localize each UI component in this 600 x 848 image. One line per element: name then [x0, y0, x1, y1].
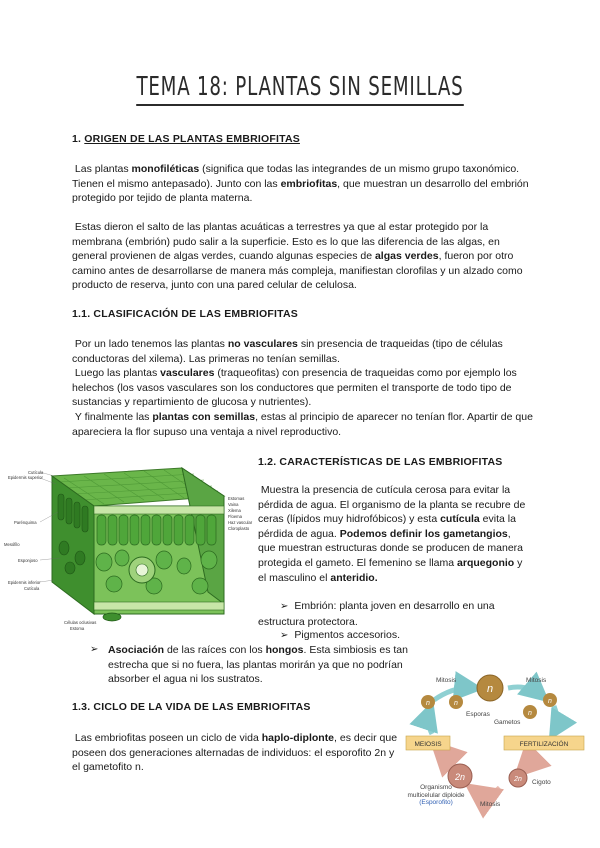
leaf-label-xilema: Xilema: [228, 508, 241, 513]
section-1-2-paragraph: Muestra la presencia de cutícula cerosa para evitar la pérdida de agua. El organismo de la planta se recubre de ceras (lípidos muy hidrofóbicos) y esta cutícula evita la pérdida de agua. Podemos definir los gametangios, que muestran estructuras donde se producen de manera protegida el gameto. El femenino se llama arquegonio y el masculino el anteridio.: [258, 484, 526, 584]
gamete-n-right-2: n: [528, 710, 532, 717]
bullet-pigmentos: ➢ Pigmentos accesorios.: [280, 629, 401, 641]
esporofito-label: (Esporofito): [419, 799, 453, 806]
leaf-cross-section-figure: [4, 462, 256, 632]
leaf-label-floema: Floema: [228, 514, 242, 519]
section-1-heading: 1. ORIGEN DE LAS PLANTAS EMBRIOFITAS: [72, 133, 300, 145]
arrow-bullet-icon: ➢: [280, 601, 289, 612]
fertilizacion-box-label: FERTILIZACIÓN: [519, 741, 569, 748]
leaf-label-vaina: Vaina: [228, 502, 239, 507]
mitosis-bottom-label: Mitosis: [480, 801, 501, 808]
leaf-label-haz-vascular: Haz vascular: [228, 520, 253, 525]
section-1-paragraph-2: Estas dieron el salto de las plantas acuáticas a terrestres ya que al estar protegido por la membrana (embrión) pudo salir a la superficie. Esto es lo que las diferencia de las algas, en general provienen de algas verdes, cuando algunas especies de algas verdes, fueron por otro camino antes de desarrollarse de manera más compleja, manifiestan clorofilas y un alzado como producto de reserva, junto con una pared celular de celulosa.: [72, 221, 523, 292]
leaf-label-celulas-oclusivas: Células oclusivas: [64, 620, 97, 625]
section-1-paragraph-1: Las plantas monofiléticas (significa que todas las integrandes de un mismo grupo taxonómico. Tienen el mismo antepasado). Junto con las embriofitas, que muestran un desarrollo del embrión protegido por tejido de planta materna.: [72, 163, 529, 205]
page-title: TEMA 18: PLANTAS SIN SEMILLAS: [66, 72, 534, 106]
arrow-bullet-icon: ➢: [280, 630, 289, 641]
leaf-label-esponjoso: Esponjoso: [18, 558, 38, 563]
section-1-3-paragraph: Las embriofitas poseen un ciclo de vida haplo-diplonte, es decir que poseen dos generaciones alternadas de individuos: el esporofito 2n y el gametofito n.: [72, 732, 398, 774]
leaf-label-estoma: Estoma: [70, 626, 85, 631]
esporas-label: Esporas: [466, 711, 490, 718]
section-1-1-heading: 1.1. CLASIFICACIÓN DE LAS EMBRIOFITAS: [72, 308, 298, 320]
leaf-label-epidermis-superior: Epidermis superior: [8, 475, 43, 480]
leaf-label-epidermis-inferior: Epidermis inferior: [8, 580, 41, 585]
gamete-n-right: n: [548, 698, 552, 705]
bullet-asociacion: ➢ Asociación de las raíces con los hongos. Esta simbiosis es tan estrecha que si no fuera, las plantas morirán ya que no podrían absorber el agua ni los sustratos.: [90, 644, 408, 686]
spore-n-left-2: n: [454, 700, 458, 707]
mitosis-right-label: Mitosis: [526, 677, 547, 684]
leaf-label-cuticula-bottom: Cutícula: [24, 586, 40, 591]
section-1-1-paragraph: Por un lado tenemos las plantas no vasculares sin presencia de traqueidas (tipo de células conductoras del xilema). Las primeras no tenían semillas. Luego las plantas vasculares (traqueofitas) con presencia de traqueidas como por ejemplo los helechos (los vasos vasculares son los conductores que permiten el transporte de todo tipo de sustancias y repartimiento de glucosa y nutrientes). Y finalmente las plantas con semillas, estas al principio de aparecer no tenían flor. Apartir de que apareciera la flor supuso una ventaja a nivel reproductivo.: [72, 338, 533, 438]
organismo-label: Organismo multicelular diploide: [407, 784, 465, 799]
life-cycle-diagram: [404, 668, 600, 828]
zygote-2n-label: 2n: [514, 776, 522, 783]
diploid-2n-label: 2n: [454, 772, 466, 782]
leaf-label-cuticula-top: Cutícula: [28, 470, 44, 475]
haploid-n-label: n: [486, 683, 494, 695]
leaf-label-mesofilo: Mesófilo: [4, 542, 20, 547]
leaf-label-parenquima: Parénquima: [14, 520, 37, 525]
spore-n-left: n: [426, 700, 430, 707]
arrow-bullet-icon: ➢: [90, 644, 99, 655]
mitosis-left-label: Mitosis: [436, 677, 457, 684]
gametos-label: Gametos: [494, 719, 521, 726]
meiosis-box-label: MEIOSIS: [414, 741, 442, 748]
section-1-3-heading: 1.3. CICLO DE LA VIDA DE LAS EMBRIOFITAS: [72, 701, 311, 713]
leaf-label-cloroplasto: Cloroplasto: [228, 526, 250, 531]
cigoto-label: Cigoto: [532, 779, 551, 786]
leaf-label-estomas: Estomas: [228, 496, 245, 501]
section-1-2-heading: 1.2. CARACTERÍSTICAS DE LAS EMBRIOFITAS: [258, 456, 503, 468]
bullet-embrion: ➢ Embrión: planta joven en desarrollo en una estructura protectora.: [258, 600, 495, 628]
